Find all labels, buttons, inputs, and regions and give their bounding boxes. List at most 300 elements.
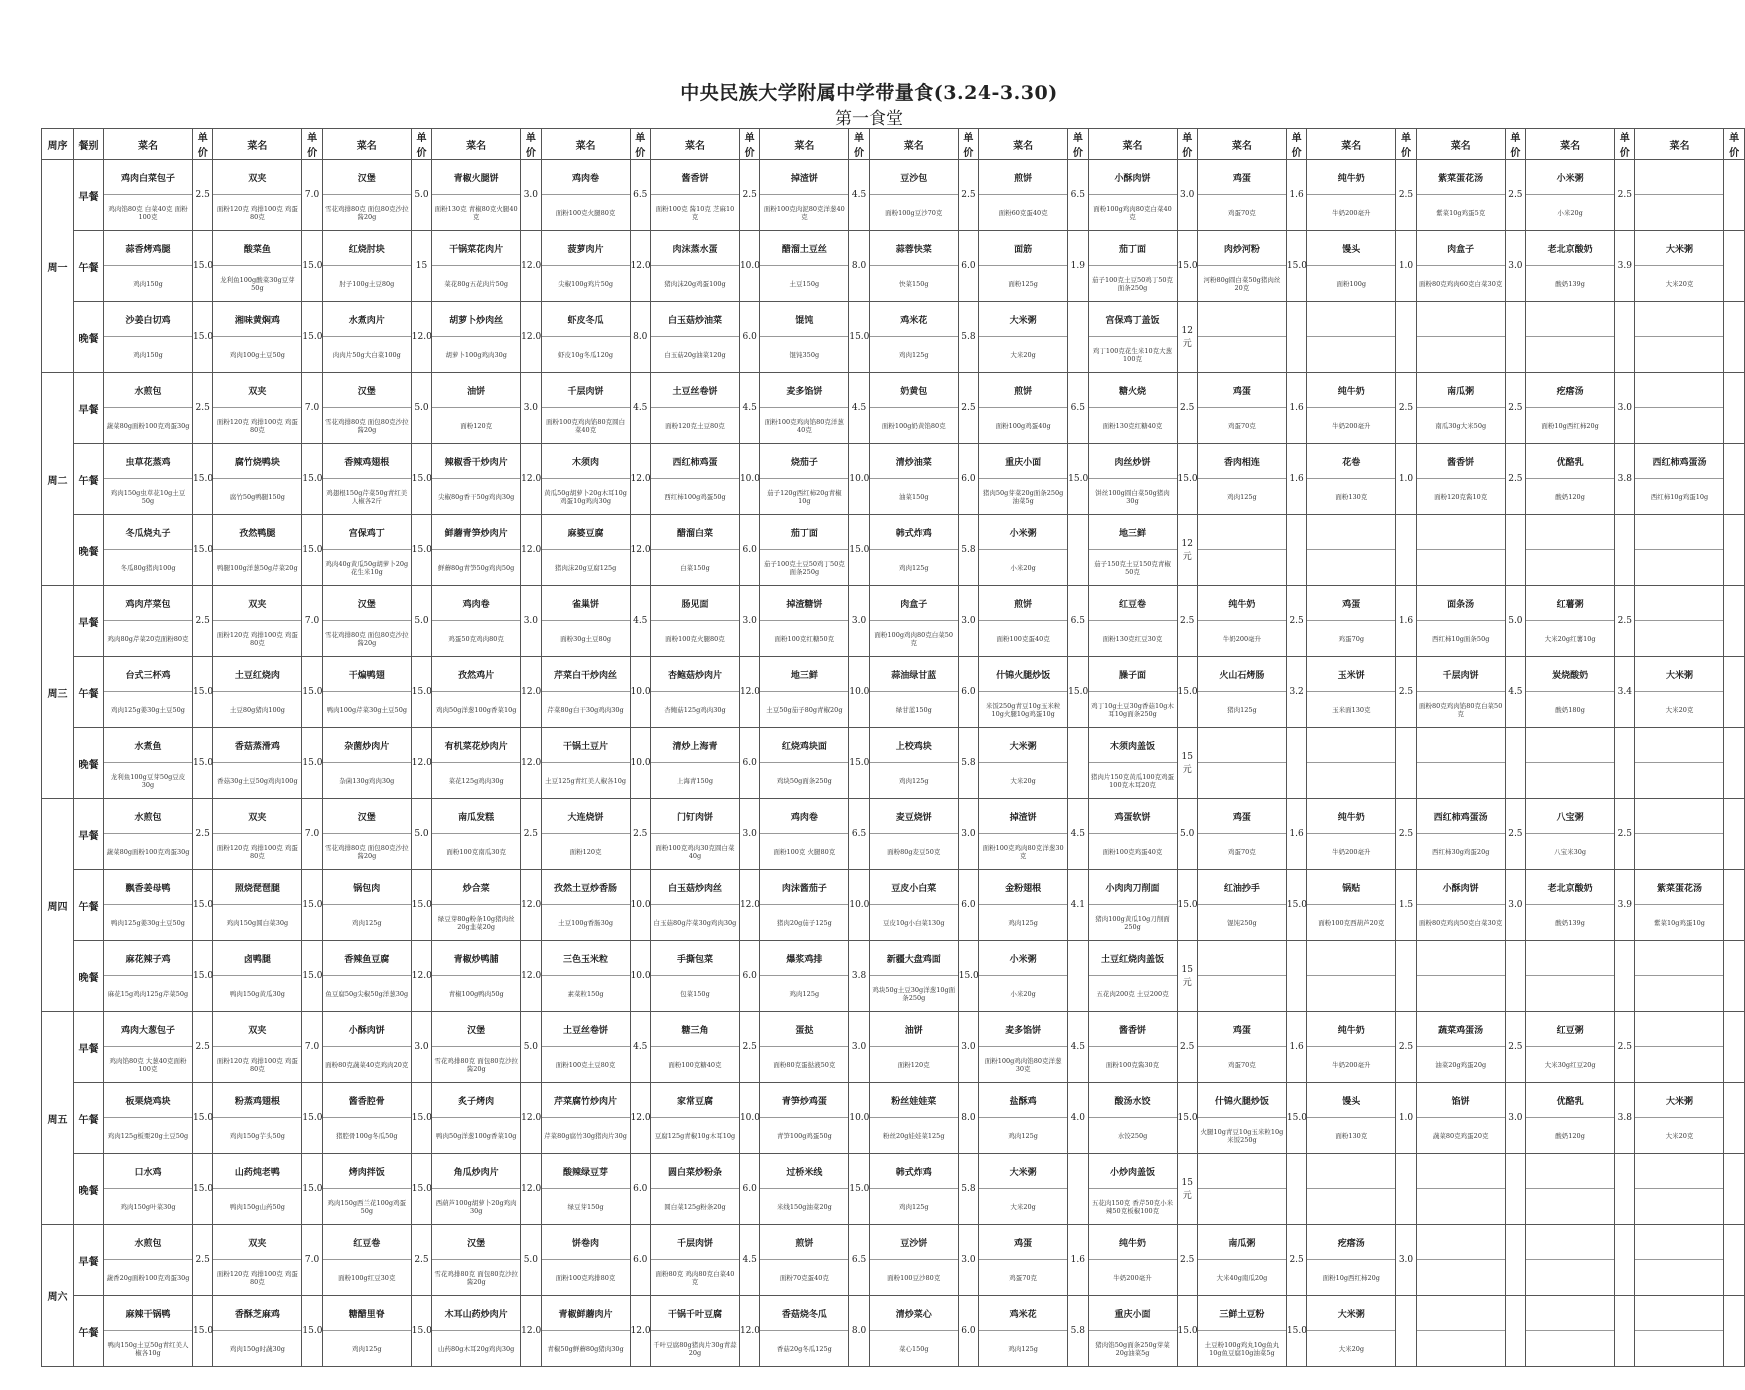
dish-ingredients xyxy=(1635,1260,1723,1295)
dish-name: 肉沫酱茄子 xyxy=(760,870,848,905)
dish-price: 5.0 xyxy=(521,1012,541,1083)
dish-cell xyxy=(1635,941,1724,1012)
dish-ingredients: 牛奶200毫升 xyxy=(1113,1273,1152,1282)
dish-ingredients: 面粉120克 xyxy=(460,421,493,430)
dish-name xyxy=(1417,1296,1505,1331)
meal-row xyxy=(42,1083,1745,1154)
dish-name xyxy=(1307,302,1395,337)
dish-cell xyxy=(1635,728,1724,799)
dish-price: 1.0 xyxy=(1396,444,1416,515)
dish-price: 5.0 xyxy=(411,586,431,657)
dish-price: 15.0 xyxy=(193,1296,213,1367)
dish-ingredients: 面粉100克 酱10克 芝麻10克 xyxy=(655,204,735,221)
dish-price: 2.5 xyxy=(1396,160,1416,231)
meal-label: 早餐 xyxy=(74,799,104,870)
dish-cell xyxy=(1307,1225,1396,1296)
dish-cell xyxy=(650,373,739,444)
dish-name xyxy=(1417,515,1505,550)
dish-ingredients xyxy=(1526,976,1614,1011)
dish-name: 重庆小面 xyxy=(979,444,1067,479)
dish-ingredients: 面粉120克 鸡排100克 鸡蛋80克 xyxy=(216,630,298,647)
dish-ingredients xyxy=(1307,763,1395,798)
dish-cell xyxy=(104,586,193,657)
dish-name: 青椒鲜蘑肉片 xyxy=(542,1296,630,1331)
dish-price: 15.0 xyxy=(193,302,213,373)
dish-ingredients xyxy=(1198,1189,1286,1224)
dish-cell xyxy=(1526,1012,1615,1083)
dish-ingredients: 鸡丁100克花生米10克大葱100克 xyxy=(1092,346,1173,363)
meal-row xyxy=(42,160,1745,231)
header-price: 单价 xyxy=(1068,129,1088,160)
dish-ingredients: 鸡肉100g土豆50g xyxy=(229,350,285,359)
dish-price: 2.5 xyxy=(193,586,213,657)
dish-cell xyxy=(1088,1225,1177,1296)
header-dish-name: 菜名 xyxy=(1197,129,1286,160)
dish-name: 掉渣饼 xyxy=(979,799,1067,834)
dish-price xyxy=(1615,1154,1635,1225)
dish-name: 南瓜发糕 xyxy=(432,799,520,834)
dish-name: 杂菌炒肉片 xyxy=(323,728,411,763)
dish-price: 8.0 xyxy=(849,1296,869,1367)
dish-price: 2.5 xyxy=(521,799,541,870)
dish-price: 15.0 xyxy=(302,444,322,515)
dish-ingredients: 虾皮10g冬瓜120g xyxy=(558,350,614,359)
dish-price: 15.0 xyxy=(411,515,431,586)
dish-cell xyxy=(1197,728,1286,799)
dish-ingredients: 紫菜10g鸡蛋10g xyxy=(1654,918,1705,927)
dish-ingredients: 西红柿30g鸡蛋20g xyxy=(1432,847,1490,856)
dish-cell xyxy=(650,515,739,586)
dish-ingredients: 菜心150g xyxy=(898,1344,929,1353)
dish-price: 1.0 xyxy=(1396,1083,1416,1154)
dish-ingredients xyxy=(1635,337,1723,372)
dish-cell xyxy=(1307,302,1396,373)
dish-name: 烧茄子 xyxy=(760,444,848,479)
dish-cell xyxy=(213,160,302,231)
dish-name: 大米粥 xyxy=(1635,231,1723,266)
dish-ingredients: 肉肉片50g大白菜100g xyxy=(332,350,401,359)
dish-price xyxy=(1286,302,1306,373)
dish-name xyxy=(1526,1225,1614,1260)
dish-price: 8.0 xyxy=(849,231,869,302)
dish-price: 5.8 xyxy=(958,302,978,373)
dish-price: 2.5 xyxy=(1177,373,1197,444)
dish-name: 菠萝肉片 xyxy=(542,231,630,266)
dish-ingredients: 饼丝100g圆白菜50g猪肉30g xyxy=(1095,488,1170,505)
dish-name xyxy=(1635,1296,1723,1331)
dish-cell xyxy=(213,515,302,586)
meal-row xyxy=(42,1225,1745,1296)
dish-ingredients: 面粉120克土豆80克 xyxy=(665,421,725,430)
dish-ingredients: 面粉100克鸡肉馅80克洋葱40克 xyxy=(764,417,844,434)
dish-cell xyxy=(979,657,1068,728)
dish-price: 2.5 xyxy=(1286,586,1306,657)
dish-cell xyxy=(1088,586,1177,657)
dish-name: 茄丁面 xyxy=(760,515,848,550)
dish-ingredients: 西红柿10g面条50g xyxy=(1432,634,1490,643)
dish-name: 麻辣干锅鸭 xyxy=(104,1296,192,1331)
dish-price: 12.0 xyxy=(411,941,431,1012)
dish-cell xyxy=(979,799,1068,870)
dish-name: 大米粥 xyxy=(1307,1296,1395,1331)
day-label: 周二 xyxy=(42,373,74,586)
dish-name: 紫菜蛋花汤 xyxy=(1417,160,1505,195)
dish-cell xyxy=(869,941,958,1012)
dish-cell xyxy=(1088,515,1177,586)
dish-name: 干锅土豆片 xyxy=(542,728,630,763)
dish-name: 蒜油绿甘蓝 xyxy=(870,657,958,692)
dish-name: 八宝粥 xyxy=(1526,799,1614,834)
dish-price: 15.0 xyxy=(849,728,869,799)
dish-price xyxy=(1505,1154,1525,1225)
meal-label: 早餐 xyxy=(74,160,104,231)
dish-name xyxy=(1635,302,1723,337)
dish-price: 2.5 xyxy=(1396,799,1416,870)
dish-name xyxy=(1635,1012,1723,1047)
dish-cell xyxy=(1635,444,1724,515)
dish-price xyxy=(1615,941,1635,1012)
meal-label: 午餐 xyxy=(74,1083,104,1154)
dish-ingredients: 猪肉125g xyxy=(1227,705,1257,714)
dish-name: 小酥肉饼 xyxy=(1089,160,1177,195)
dish-ingredients: 黄瓜50g胡萝卜20g木耳10g鸡蛋10g鸡肉30g xyxy=(544,488,627,505)
dish-price: 15.0 xyxy=(958,941,978,1012)
dish-ingredients xyxy=(1307,337,1395,372)
dish-name: 地三鲜 xyxy=(760,657,848,692)
dish-name: 红豆卷 xyxy=(1089,586,1177,621)
dish-price: 2.5 xyxy=(1505,1012,1525,1083)
dish-name: 大连烧饼 xyxy=(542,799,630,834)
dish-ingredients: 水饺250g xyxy=(1117,1131,1148,1140)
dish-ingredients: 山药80g木耳20g鸡肉30g xyxy=(438,1344,515,1353)
dish-ingredients: 龙利鱼100g豆芽50g豆皮30g xyxy=(110,772,186,789)
dish-ingredients: 鸭肉150g土豆50g青红美人椒各10g xyxy=(107,1340,189,1357)
dish-ingredients: 鸡蛋70克 xyxy=(1228,421,1256,430)
dish-name: 老北京酸奶 xyxy=(1526,231,1614,266)
dish-name: 什锦火腿炒饭 xyxy=(1198,1083,1286,1118)
dish-name: 水煮鱼 xyxy=(104,728,192,763)
dish-price: 2.5 xyxy=(1615,1012,1635,1083)
dish-cell xyxy=(104,444,193,515)
dish-ingredients: 鸡肉馅80克 白菜40克 面粉100克 xyxy=(108,204,188,221)
dish-ingredients: 鲜蘑80g青笋50g鸡肉50g xyxy=(438,563,515,572)
dish-cell xyxy=(1635,870,1724,941)
dish-price xyxy=(1396,515,1416,586)
dish-ingredients: 面粉100克鸡肉80克洋葱30克 xyxy=(982,843,1064,860)
dish-cell xyxy=(213,728,302,799)
dish-name: 双夹 xyxy=(213,160,301,195)
dish-price xyxy=(1724,444,1744,515)
dish-price: 10.0 xyxy=(849,870,869,941)
dish-name: 青椒火腿饼 xyxy=(432,160,520,195)
dish-ingredients: 雪花鸡排80克 面包80克沙拉酱20g xyxy=(434,1269,518,1286)
dish-name: 小米粥 xyxy=(979,941,1067,976)
dish-cell xyxy=(869,160,958,231)
header-price: 单价 xyxy=(1396,129,1416,160)
dish-ingredients: 绿豆芽80g粉条10g猪肉丝20g韭菜20g xyxy=(437,914,515,931)
dish-price: 10.0 xyxy=(630,657,650,728)
dish-cell xyxy=(1416,231,1505,302)
dish-ingredients: 面粉100克鸡蛋40克 xyxy=(1102,847,1163,856)
dish-ingredients: 鸡肉40g黄瓜50g胡萝卜20g花生米10g xyxy=(325,559,409,576)
meal-row xyxy=(42,231,1745,302)
header-dish-name: 菜名 xyxy=(1635,129,1724,160)
dish-ingredients: 蔬菜80g面粉100克鸡蛋30g xyxy=(106,847,190,856)
dish-cell xyxy=(322,799,411,870)
dish-cell xyxy=(1307,160,1396,231)
dish-name: 炒合菜 xyxy=(432,870,520,905)
dish-cell xyxy=(979,302,1068,373)
dish-ingredients: 面粉100g鸡肉80克白菜40克 xyxy=(1093,204,1172,221)
dish-cell xyxy=(541,657,630,728)
dish-price: 10.0 xyxy=(630,728,650,799)
dish-name: 红豆卷 xyxy=(323,1225,411,1260)
dish-price: 12.0 xyxy=(521,231,541,302)
dish-ingredients: 面粉120克 鸡排100克 鸡蛋80克 xyxy=(216,1056,298,1073)
dish-name xyxy=(1635,373,1723,408)
meal-label: 晚餐 xyxy=(74,1154,104,1225)
dish-ingredients: 鸡肉125g xyxy=(1008,918,1038,927)
dish-ingredients: 鸡肉80g芹菜20克面粉80克 xyxy=(107,634,189,643)
dish-cell xyxy=(650,444,739,515)
dish-name: 纯牛奶 xyxy=(1307,799,1395,834)
dish-ingredients: 鸡肉125g xyxy=(898,1202,929,1211)
dish-price: 15.0 xyxy=(849,302,869,373)
dish-price: 15.0 xyxy=(1286,870,1306,941)
dish-name: 纯牛奶 xyxy=(1307,373,1395,408)
dish-cell xyxy=(213,444,302,515)
dish-price: 4.1 xyxy=(1068,870,1088,941)
dish-cell xyxy=(869,1083,958,1154)
dish-cell xyxy=(104,657,193,728)
dish-name: 干煸鸭翅 xyxy=(323,657,411,692)
dish-ingredients: 火腿10g青豆10g玉米粒10g米饭250g xyxy=(1200,1127,1284,1144)
dish-cell xyxy=(979,870,1068,941)
dish-price: 3.9 xyxy=(1615,231,1635,302)
dish-ingredients: 鱼豆腐50g尖椒50g洋葱30g xyxy=(325,989,409,998)
dish-price: 6.0 xyxy=(958,444,978,515)
dish-ingredients: 鸭肉100g芹菜30g土豆50g xyxy=(326,705,407,714)
dish-ingredients: 南瓜30g大米50g xyxy=(1435,421,1487,430)
dish-cell xyxy=(541,1083,630,1154)
dish-price: 15.0 xyxy=(193,941,213,1012)
dish-price: 15.0 xyxy=(411,1154,431,1225)
dish-price: 1.6 xyxy=(1286,1012,1306,1083)
dish-cell xyxy=(541,1012,630,1083)
dish-price: 12.0 xyxy=(521,515,541,586)
dish-ingredients: 土豆粉100g鸡丸10g鱼丸10g鱼豆腐10g油菜5g xyxy=(1204,1340,1280,1357)
dish-ingredients xyxy=(1526,337,1614,372)
dish-ingredients: 面粉100克 火腿80克 xyxy=(773,847,836,856)
dish-name: 过桥米线 xyxy=(760,1154,848,1189)
dish-cell xyxy=(869,444,958,515)
dish-cell xyxy=(760,1083,849,1154)
meal-row xyxy=(42,373,1745,444)
dish-name: 肉盒子 xyxy=(870,586,958,621)
dish-price: 3.0 xyxy=(958,1225,978,1296)
dish-cell xyxy=(322,728,411,799)
dish-cell xyxy=(869,799,958,870)
dish-price xyxy=(1396,941,1416,1012)
dish-name: 麦豆烧饼 xyxy=(870,799,958,834)
dish-ingredients: 大米20克 xyxy=(1665,1131,1694,1140)
dish-ingredients xyxy=(1526,1331,1614,1366)
dish-name: 千层肉饼 xyxy=(1417,657,1505,692)
dish-ingredients xyxy=(1198,550,1286,585)
dish-cell xyxy=(979,160,1068,231)
dish-ingredients: 面粉80克鸡肉馅80克白菜50克 xyxy=(1419,701,1503,718)
dish-ingredients: 鸡肉125g xyxy=(898,350,929,359)
dish-ingredients: 龙利鱼100g酸菜30g豆芽50g xyxy=(220,275,295,292)
dish-cell xyxy=(760,657,849,728)
meal-row xyxy=(42,586,1745,657)
dish-cell xyxy=(1416,1154,1505,1225)
dish-name: 雀巢饼 xyxy=(542,586,630,621)
dish-name: 清炒油菜 xyxy=(870,444,958,479)
dish-price: 3.8 xyxy=(1615,1083,1635,1154)
dish-ingredients: 猪肉50g芽菜20g面条250g油菜5g xyxy=(982,488,1064,505)
dish-cell xyxy=(650,160,739,231)
dish-ingredients xyxy=(1417,1260,1505,1295)
dish-cell xyxy=(322,1083,411,1154)
dish-name xyxy=(1526,302,1614,337)
meal-row xyxy=(42,941,1745,1012)
dish-name: 大米粥 xyxy=(979,728,1067,763)
dish-ingredients: 粉丝20g娃娃菜125g xyxy=(882,1131,945,1140)
dish-name: 麻婆豆腐 xyxy=(542,515,630,550)
dish-ingredients: 青椒100g鸭肉50g xyxy=(448,989,504,998)
dish-price: 15.0 xyxy=(193,728,213,799)
day-label: 周六 xyxy=(42,1225,74,1367)
dish-ingredients: 土豆100g香肠30g xyxy=(558,918,614,927)
dish-ingredients: 鸡肉150g芋头50g xyxy=(229,1131,285,1140)
dish-ingredients: 油菜150g xyxy=(898,492,929,501)
dish-price: 12.0 xyxy=(521,941,541,1012)
dish-cell xyxy=(1635,657,1724,728)
dish-price: 15.0 xyxy=(193,1154,213,1225)
dish-name xyxy=(1635,515,1723,550)
dish-cell xyxy=(1088,728,1177,799)
dish-name xyxy=(1526,1154,1614,1189)
dish-name xyxy=(1635,586,1723,621)
dish-price: 15.0 xyxy=(193,444,213,515)
dish-cell xyxy=(322,373,411,444)
dish-name: 煎饼 xyxy=(979,586,1067,621)
dish-name: 台式三杯鸡 xyxy=(104,657,192,692)
dish-cell xyxy=(432,1083,521,1154)
header-dish-name: 菜名 xyxy=(650,129,739,160)
dish-cell xyxy=(213,1012,302,1083)
dish-name: 糖三角 xyxy=(651,1012,739,1047)
dish-ingredients xyxy=(1635,1331,1723,1366)
dish-price: 2.5 xyxy=(1177,586,1197,657)
dish-price xyxy=(1724,302,1744,373)
dish-ingredients: 雪花鸡排80克 面包80克沙拉酱20g xyxy=(324,417,409,434)
menu-body xyxy=(42,160,1745,1367)
dish-name: 湘味黄焖鸡 xyxy=(213,302,301,337)
dish-cell xyxy=(1416,515,1505,586)
dish-cell xyxy=(541,1225,630,1296)
dish-price: 12.0 xyxy=(630,1296,650,1367)
dish-name: 水煮肉片 xyxy=(323,302,411,337)
dish-ingredients: 面粉80克鸡肉50克白菜30克 xyxy=(1419,918,1503,927)
dish-cell xyxy=(1526,941,1615,1012)
dish-ingredients: 河粉80g圆白菜50g猪肉丝20克 xyxy=(1203,275,1281,292)
dish-cell xyxy=(1088,1012,1177,1083)
dish-cell xyxy=(432,941,521,1012)
dish-price: 3.0 xyxy=(521,160,541,231)
dish-name: 虫草花蒸鸡 xyxy=(104,444,192,479)
dish-name: 蛋挞 xyxy=(760,1012,848,1047)
dish-ingredients: 鸡块50g面条250g xyxy=(776,776,832,785)
dish-name: 锅贴 xyxy=(1307,870,1395,905)
dish-cell xyxy=(541,444,630,515)
dish-cell xyxy=(1307,1296,1396,1367)
dish-name: 杏鲍菇炒肉片 xyxy=(651,657,739,692)
dish-cell xyxy=(1526,231,1615,302)
dish-name: 千层肉饼 xyxy=(651,1225,739,1260)
dish-price xyxy=(1505,728,1525,799)
dish-name xyxy=(1526,515,1614,550)
dish-price: 12.0 xyxy=(630,1083,650,1154)
dish-cell xyxy=(1526,302,1615,373)
dish-price xyxy=(1615,515,1635,586)
dish-name: 鸡蛋 xyxy=(1198,1012,1286,1047)
dish-price: 2.5 xyxy=(193,799,213,870)
dish-price: 15.0 xyxy=(1068,657,1088,728)
dish-name: 馅饼 xyxy=(1417,1083,1505,1118)
dish-ingredients xyxy=(1635,195,1723,230)
dish-price: 5.8 xyxy=(958,515,978,586)
dish-name xyxy=(1198,728,1286,763)
dish-ingredients: 面粉100g xyxy=(1336,279,1367,288)
dish-cell xyxy=(213,799,302,870)
dish-cell xyxy=(541,160,630,231)
dish-name: 卤鸭腿 xyxy=(213,941,301,976)
dish-cell xyxy=(1307,231,1396,302)
dish-name xyxy=(1635,160,1723,195)
dish-ingredients xyxy=(1526,763,1614,798)
dish-price: 12元 xyxy=(1177,302,1197,373)
dish-price: 15.0 xyxy=(302,1083,322,1154)
dish-price: 1.6 xyxy=(1286,160,1306,231)
dish-ingredients: 面粉100g红豆30克 xyxy=(338,1273,396,1282)
dish-price: 2.5 xyxy=(1177,1225,1197,1296)
dish-price: 2.5 xyxy=(1615,586,1635,657)
dish-cell xyxy=(1635,160,1724,231)
dish-ingredients: 面粉100克鸡肉30克圆白菜40g xyxy=(655,843,735,860)
dish-price: 2.5 xyxy=(193,1225,213,1296)
dish-ingredients: 面粉100克红糖50克 xyxy=(774,634,835,643)
dish-cell xyxy=(1088,1083,1177,1154)
dish-ingredients: 包菜150g xyxy=(680,989,710,998)
dish-name: 西红柿鸡蛋汤 xyxy=(1635,444,1723,479)
dish-ingredients: 鸡肉150g时蔬30g xyxy=(229,1344,285,1353)
dish-price: 15.0 xyxy=(302,302,322,373)
dish-cell xyxy=(1526,657,1615,728)
dish-cell xyxy=(979,1012,1068,1083)
dish-name: 鸡蛋 xyxy=(1198,799,1286,834)
dish-name: 粉蒸鸡翅根 xyxy=(213,1083,301,1118)
dish-name: 小米粥 xyxy=(979,515,1067,550)
dish-price: 15.0 xyxy=(1177,1296,1197,1367)
dish-price: 1.9 xyxy=(1068,231,1088,302)
dish-name: 小米粥 xyxy=(1526,160,1614,195)
dish-cell xyxy=(869,1154,958,1225)
dish-price: 5.0 xyxy=(1177,799,1197,870)
dish-name: 麦多馅饼 xyxy=(979,1012,1067,1047)
dish-price: 5.0 xyxy=(521,1225,541,1296)
